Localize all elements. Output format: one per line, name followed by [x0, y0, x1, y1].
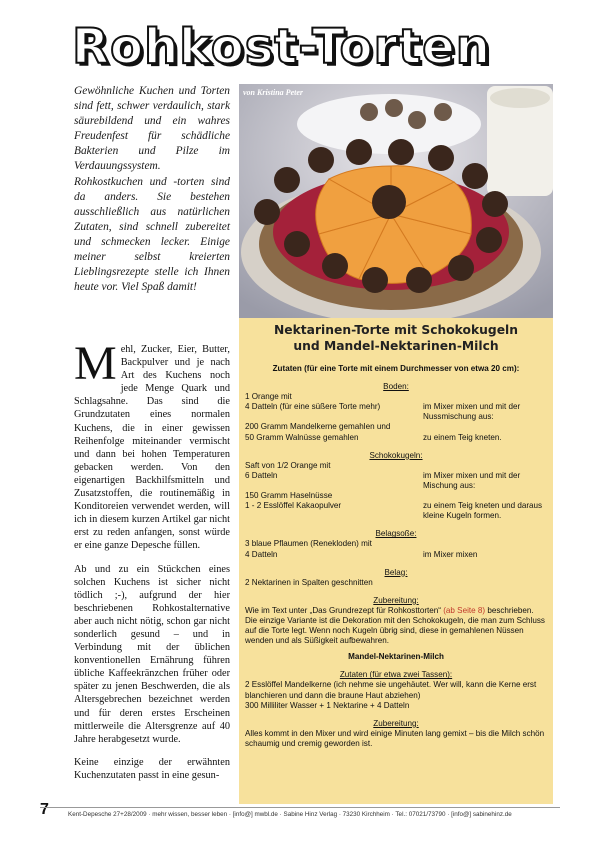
milch-zubereitung-text: Alles kommt in den Mixer und wird einige Minuten lang gemixt – bis die Milch schön schaumig und cremig geworden ist. [245, 728, 545, 748]
recipe-subtitle: Zutaten (für eine Torte mit einem Durchmesser von etwa 20 cm): [272, 364, 520, 373]
paragraph-2: Ab und zu ein Stückchen eines solchen Kuchens ist sicher nicht tödlich ;-), aufgrund der hier beschriebenen Rohkostalternative aber auch nicht nötig, schon gar nicht sonderlich gesund – und in Verbindung mit der üblichen konventionellen Ernährung führen übliche Kaffeekränzchen früher oder später zu jenen Beschwerden, die als Altersgebrechen bezeichnet werden und für deren erstes Erscheinen mittlerweile die Altersgrenze auf 40 Jahre herabgesetzt wurde. [74, 563, 230, 745]
recipe-title-line-1: Nektarinen-Torte mit Schokokugeln [273, 323, 519, 337]
cake-illustration [239, 84, 553, 318]
milch-subheading: Zutaten (für etwa zwei Tassen): [339, 670, 453, 680]
intro-text: Gewöhnliche Kuchen und Torten sind fett, schwer verdaulich, stark säurebildend und ein wahres Freudenfest für schädliche Bakterien und Pilze im Verdauungssystem. Rohkostkuchen und -torten sind da anders. Sie bestehen ausschließlich aus natürlichen Zutaten, sind schnell zubereitet und schmecken lecker. Einige meiner selbst kreierten Lieblingsrezepte stelle ich Ihnen heute vor. Viel Spaß damit! [74, 85, 230, 294]
ingredient-row [239, 550, 553, 560]
milch-ingredient-2: 300 Milliliter Wasser + 1 Nektarine + 4 Datteln [245, 700, 410, 710]
ingredient-row [239, 402, 553, 422]
ingredient: 1 - 2 Esslöffel Kakaopulver [245, 501, 342, 511]
milch-zubereitung-heading: Zubereitung: [373, 718, 419, 728]
instruction: im Mixer mixen [423, 549, 478, 559]
cake-photo [239, 84, 553, 318]
ingredient-row [239, 461, 553, 471]
ingredient: 50 Gramm Walnüsse gemahlen [245, 432, 359, 442]
ingredient-row [239, 422, 553, 432]
ingredient: 4 Datteln (für eine süßere Torte mehr) [245, 402, 381, 412]
instruction: zu einem Teig kneten. [423, 432, 502, 442]
footer [40, 807, 560, 822]
instruction [423, 491, 547, 501]
dropcap: M [74, 337, 117, 390]
ingredient: 150 Gramm Haselnüsse [245, 491, 333, 501]
belag-text: 2 Nektarinen in Spalten geschnitten [245, 577, 373, 587]
page-number: 7 [40, 801, 49, 818]
paragraph-1-text: ehl, Zucker, Eier, Butter, Backpulver und je nach Art des Kuchens noch jede Menge Quark und Schlagsahne. Das sind die Grundzutaten eines normalen Kuchens, die in einer gewissen Reihenfolge miteinander vermischt und dann bei hohen Temperaturen gebacken werden. Von den eigenartigen Backhilfsmitteln und Zusatzstoffen, die routinemäßig in Konditoreien verwendet werden, will ich in diesem kurzen Artikel gar nicht erst zu reden anfangen, sonst würde er eine ganze Depesche füllen. [74, 344, 230, 552]
ingredient-row [239, 471, 553, 491]
ingredient-row [239, 501, 553, 521]
ingredient-row [239, 539, 553, 549]
instruction [423, 539, 547, 549]
section-kugeln-heading: Schokokugeln: [369, 450, 423, 460]
instruction [423, 422, 547, 432]
instruction [423, 392, 547, 402]
paragraph-3: Keine einzige der erwähnten Kuchenzutaten passt in eine gesun- [74, 756, 230, 781]
ingredient: 3 blaue Pflaumen (Renekloden) mit [245, 539, 372, 549]
footer-text: Kent-Depesche 27+28/2009 · mehr wissen, besser leben · [info@] mwbl.de · Sabine Hinz Verlag · 73230 Kirchheim · Tel.: 07021/73790 · [info@] sabinehinz.de [68, 811, 512, 818]
ingredient: Saft von 1/2 Orange mit [245, 460, 331, 470]
photo-credit: von Kristina Peter [243, 88, 304, 97]
zubereitung-text [239, 606, 553, 646]
zubereitung-part-a: Wie im Text unter „Das Grundrezept für Rohkosttorten“ [245, 605, 441, 615]
instruction: im Mixer mixen und mit der Mischung aus: [423, 470, 521, 490]
milch-heading: Mandel-Nektarinen-Milch [348, 652, 444, 662]
ingredient-row [239, 491, 553, 501]
ingredient: 200 Gramm Mandelkerne gemahlen und [245, 422, 391, 432]
recipe-box [239, 318, 553, 804]
article-body [74, 337, 230, 792]
page-title: Rohkost-Torten [72, 19, 491, 75]
section-sosse-heading: Belagsoße: [375, 529, 417, 539]
ingredient: 1 Orange mit [245, 392, 292, 402]
instruction [423, 461, 547, 471]
instruction: zu einem Teig kneten und daraus kleine Kugeln formen. [423, 501, 543, 521]
paragraph-1 [74, 337, 230, 553]
milch-ingredient-1: 2 Esslöffel Mandelkerne (ich nehme sie ungehäutet. Wer will, kann die Kerne erst blanchieren und dann die braune Haut abziehen) [245, 680, 537, 700]
section-boden-heading: Boden: [383, 382, 409, 392]
recipe-title [239, 322, 553, 354]
page-reference-link[interactable]: (ab Seite 8) [443, 605, 486, 615]
ingredient-row [239, 392, 553, 402]
instruction: im Mixer mixen und mit der Nussmischung aus: [423, 402, 521, 422]
recipe-title-line-2: und Mandel-Nektarinen-Milch [293, 339, 499, 353]
section-zubereitung-heading: Zubereitung: [373, 595, 419, 605]
ingredient: 4 Datteln [245, 549, 278, 559]
ingredient-row [239, 433, 553, 443]
zubereitung-part-b: beschrieben. Die einzige Variante ist die Dekoration mit den Schokokugeln, die man zum Schluss auf die Torte legt. Wenn noch Kugeln übrig sind, diese in gemahlenen Nüssen wenden und als Süßigkeit aufbewahren. [245, 605, 545, 646]
section-belag-heading: Belag: [384, 567, 408, 577]
ingredient: 6 Datteln [245, 470, 278, 480]
